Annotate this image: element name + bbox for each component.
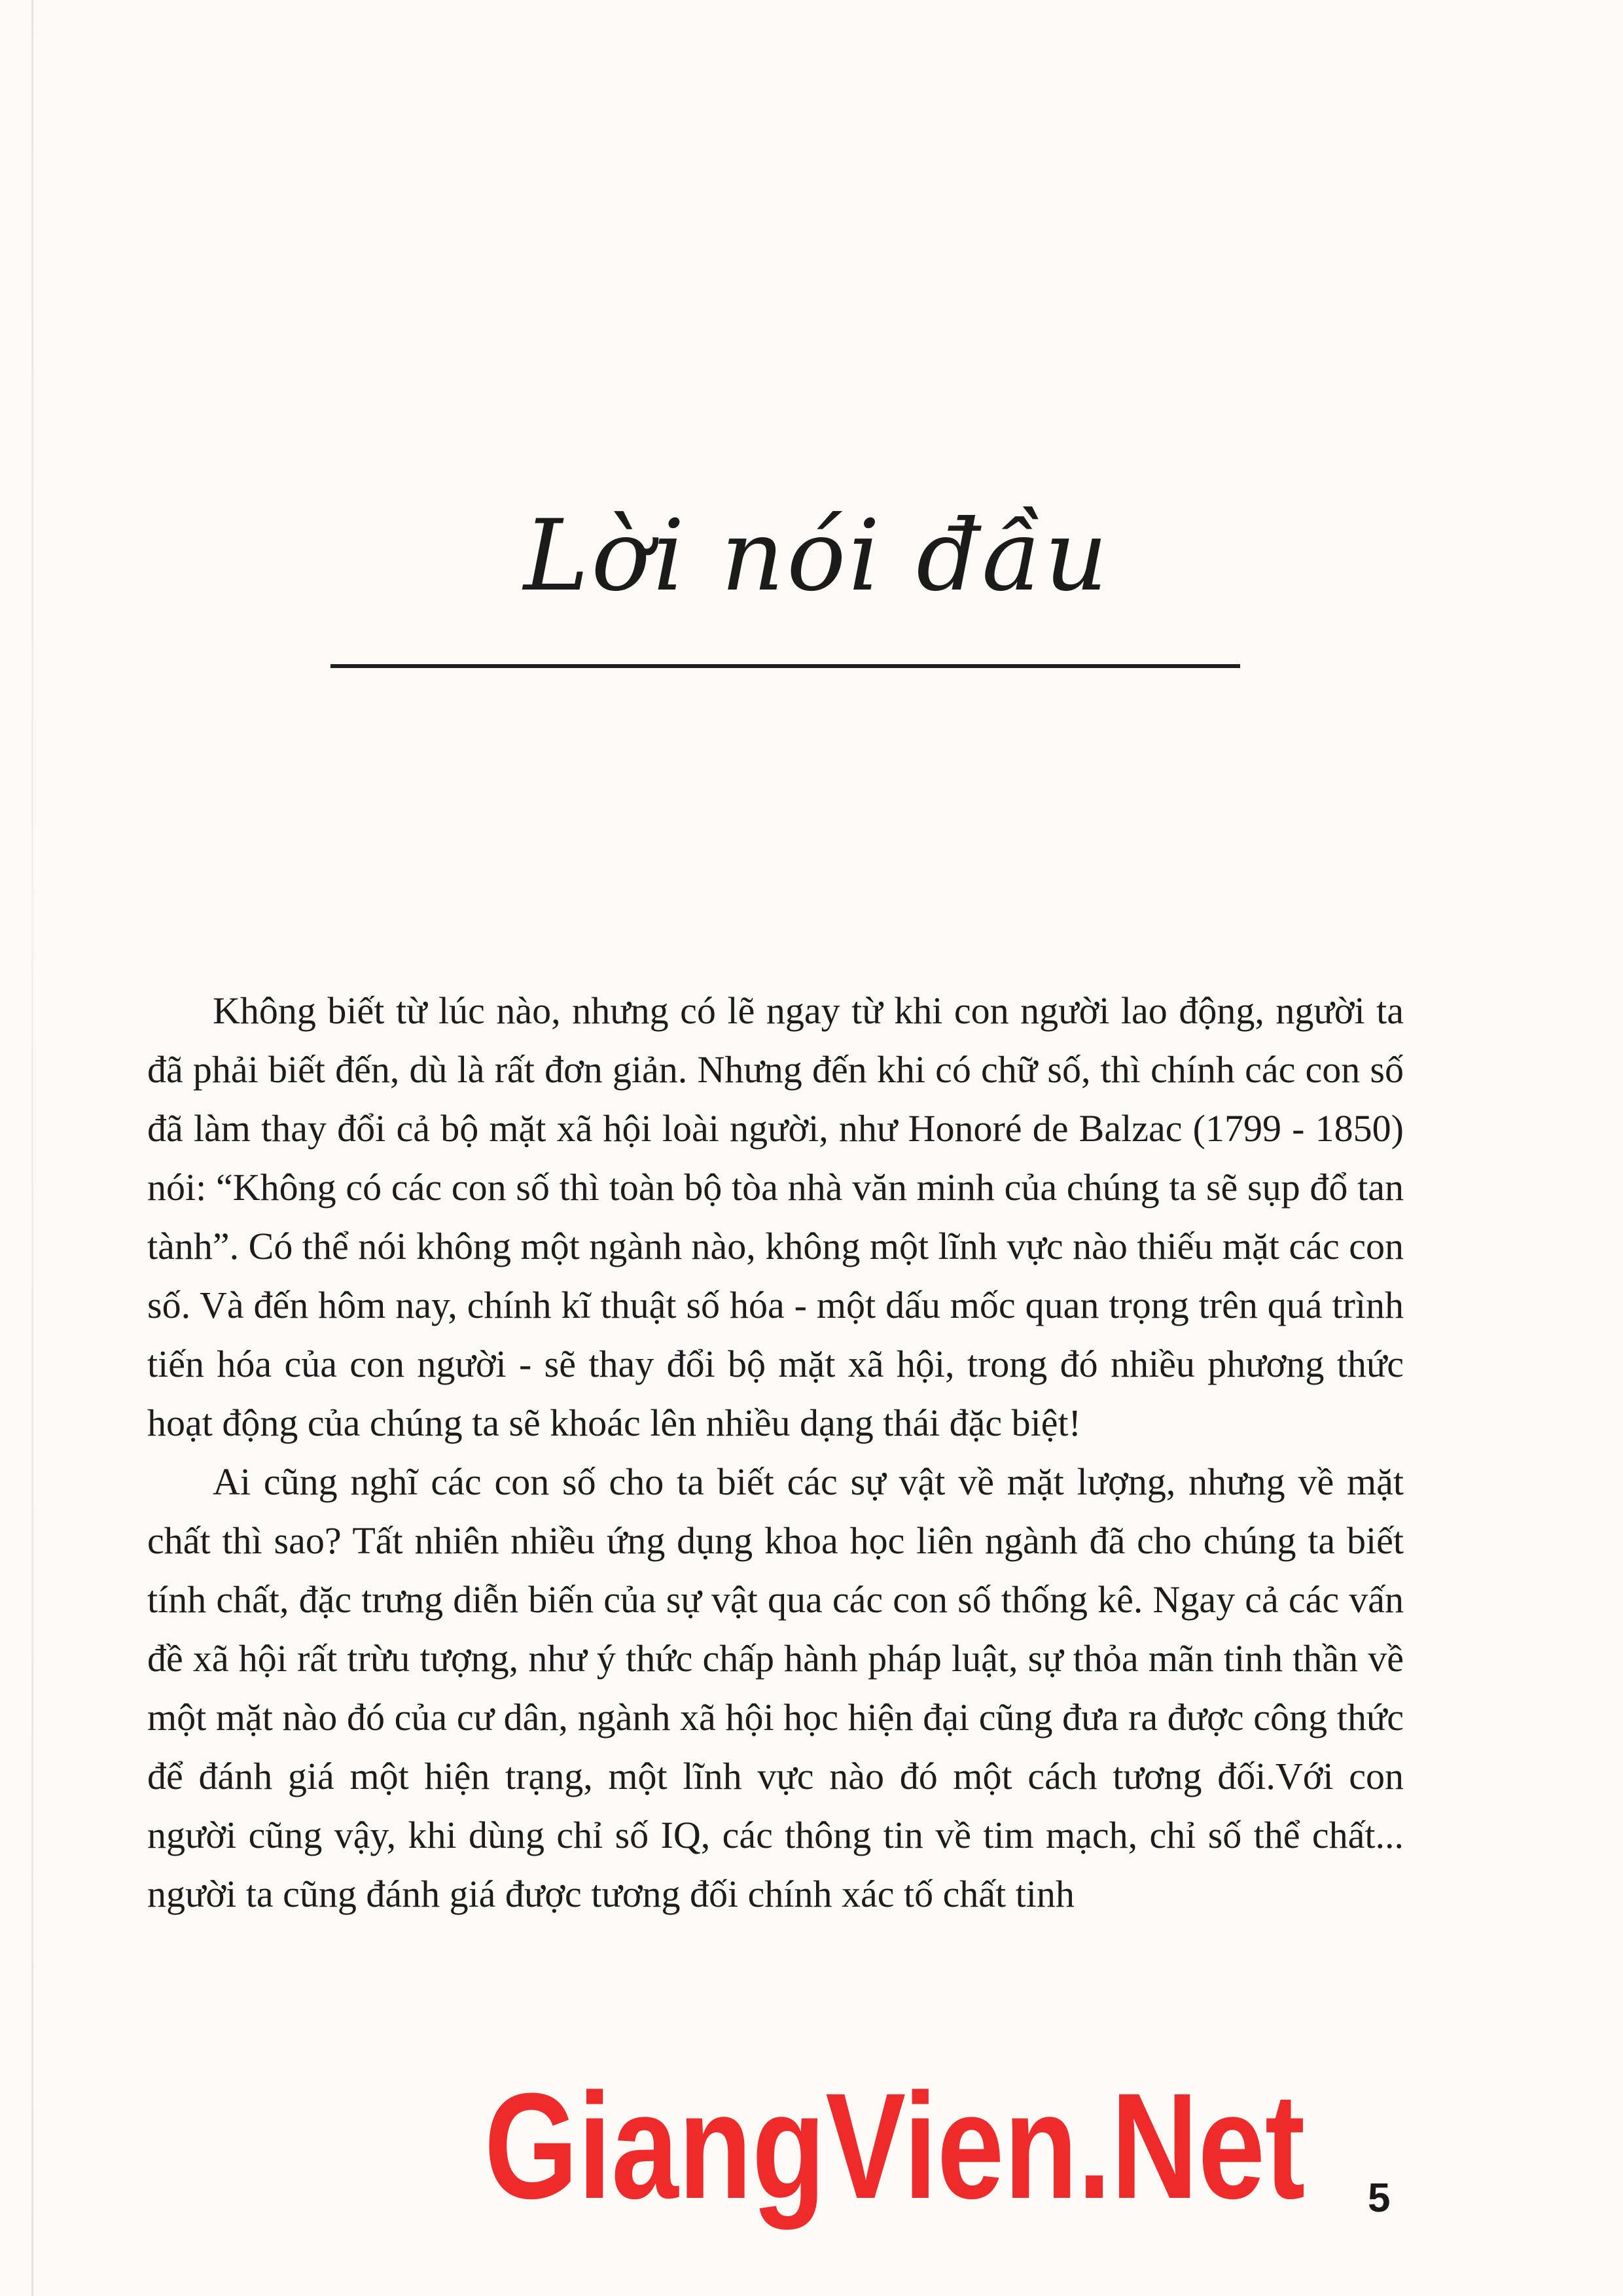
body-text <box>147 981 1404 1924</box>
paragraph-1: Không biết từ lúc nào, nhưng có lẽ ngay từ khi con người lao động, người ta đã phải biết đến, dù là rất đơn giản. Nhưng đến khi có chữ số, thì chính các con số đã làm thay đổi cả bộ mặt xã hội loài người, như Honoré de Balzac (1799 - 1850) nói: “Không có các con số thì toàn bộ tòa nhà văn minh của chúng ta sẽ sụp đổ tan tành”. Có thể nói không một ngành nào, không một lĩnh vực nào thiếu mặt các con số. Và đến hôm nay, chính kĩ thuật số hóa - một dấu mốc quan trọng trên quá trình tiến hóa của con người - sẽ thay đổi bộ mặt xã hội, trong đó nhiều phương thức hoạt động của chúng ta sẽ khoác lên nhiều dạng thái đặc biệt! <box>147 989 1404 1444</box>
paragraph-2: Ai cũng nghĩ các con số cho ta biết các sự vật về mặt lượng, nhưng về mặt chất thì sao? Tất nhiên nhiều ứng dụng khoa học liên ngành đã cho chúng ta biết tính chất, đặc trưng diễn biến của sự vật qua các con số thống kê. Ngay cả các vấn đề xã hội rất trừu tượng, như ý thức chấp hành pháp luật, sự thỏa mãn tinh thần về một mặt nào đó của cư dân, ngành xã hội học hiện đại cũng đưa ra được công thức để đánh giá một hiện trạng, một lĩnh vực nào đó một cách tương đối.Với con người cũng vậy, khi dùng chỉ số IQ, các thông tin về tim mạch, chỉ số thể chất... người ta cũng đánh giá được tương đối chính xác tố chất tinh <box>147 1460 1404 1915</box>
page-number: 5 <box>1368 2176 1391 2221</box>
watermark: GiangVien.Net <box>484 2062 1306 2230</box>
title-underline <box>330 664 1240 668</box>
page-binding-edge <box>31 0 33 2296</box>
page-title: Lời nói đầu <box>524 499 1111 613</box>
